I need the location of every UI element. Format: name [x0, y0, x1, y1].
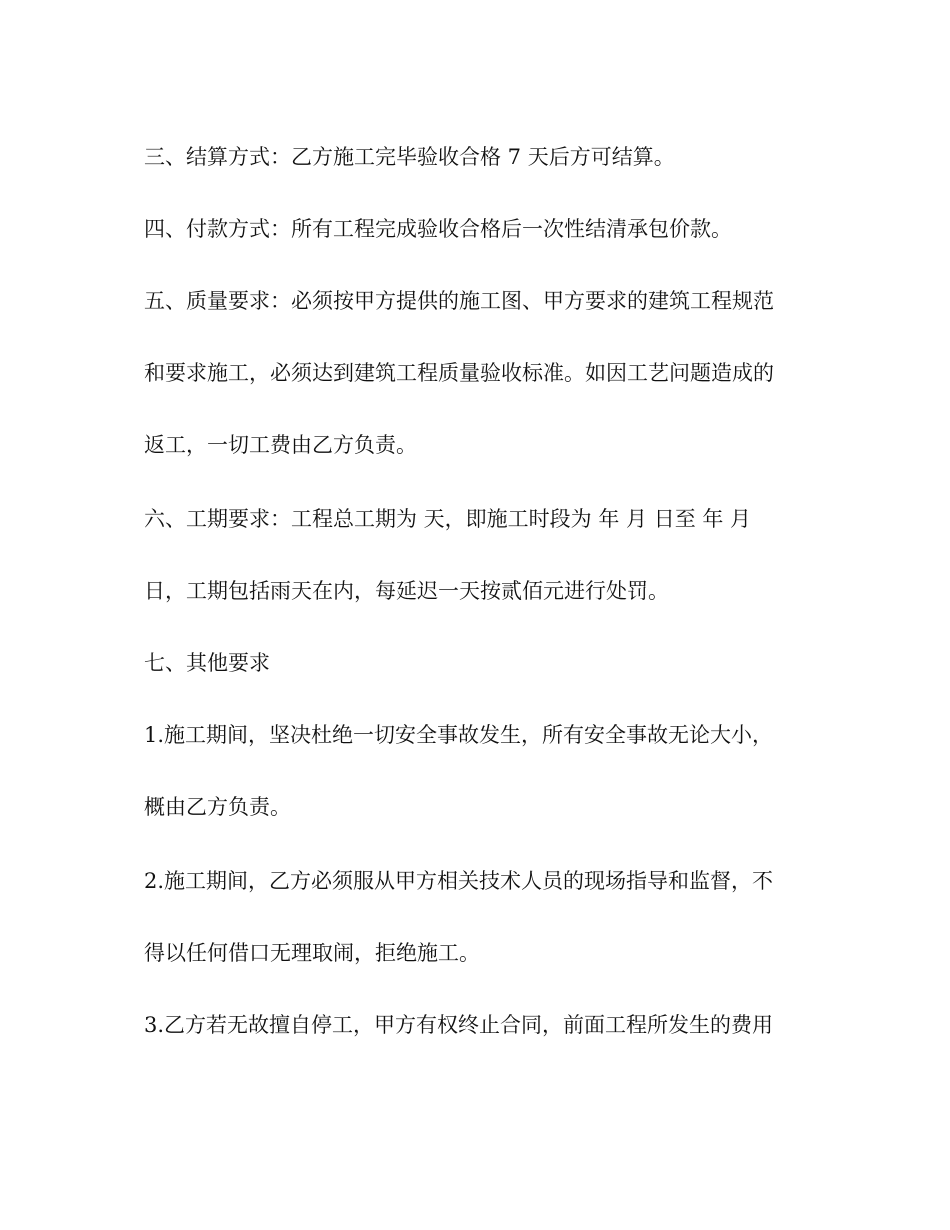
clause-7-item-1-line-2: 概由乙方负责。	[144, 795, 291, 819]
clause-5-quality-line-3: 返工，一切工费由乙方负责。	[144, 433, 417, 457]
clause-7-heading: 七、其他要求	[144, 651, 270, 675]
clause-6-schedule-line-1: 六、工期要求：工程总工期为 天，即施工时段为 年 月 日至 年 月	[144, 507, 752, 531]
clause-7-item-1-line-1: 1.施工期间，坚决杜绝一切安全事故发生，所有安全事故无论大小，	[144, 723, 774, 747]
clause-7-item-2-line-2: 得以任何借口无理取闹，拒绝施工。	[144, 941, 480, 965]
clause-7-item-3-line-1: 3.乙方若无故擅自停工，甲方有权终止合同，前面工程所发生的费用	[144, 1013, 774, 1037]
clause-5-quality-line-2: 和要求施工，必须达到建筑工程质量验收标准。如因工艺问题造成的	[144, 361, 774, 385]
clause-5-quality-line-1: 五、质量要求：必须按甲方提供的施工图、甲方要求的建筑工程规范	[144, 289, 774, 313]
clause-7-item-2-line-1: 2.施工期间，乙方必须服从甲方相关技术人员的现场指导和监督，不	[144, 869, 774, 893]
clause-3-settlement: 三、结算方式：乙方施工完毕验收合格 7 天后方可结算。	[144, 145, 675, 169]
clause-4-payment: 四、付款方式：所有工程完成验收合格后一次性结清承包价款。	[144, 217, 732, 241]
clause-6-schedule-line-2: 日，工期包括雨天在内，每延迟一天按贰佰元进行处罚。	[144, 579, 669, 603]
